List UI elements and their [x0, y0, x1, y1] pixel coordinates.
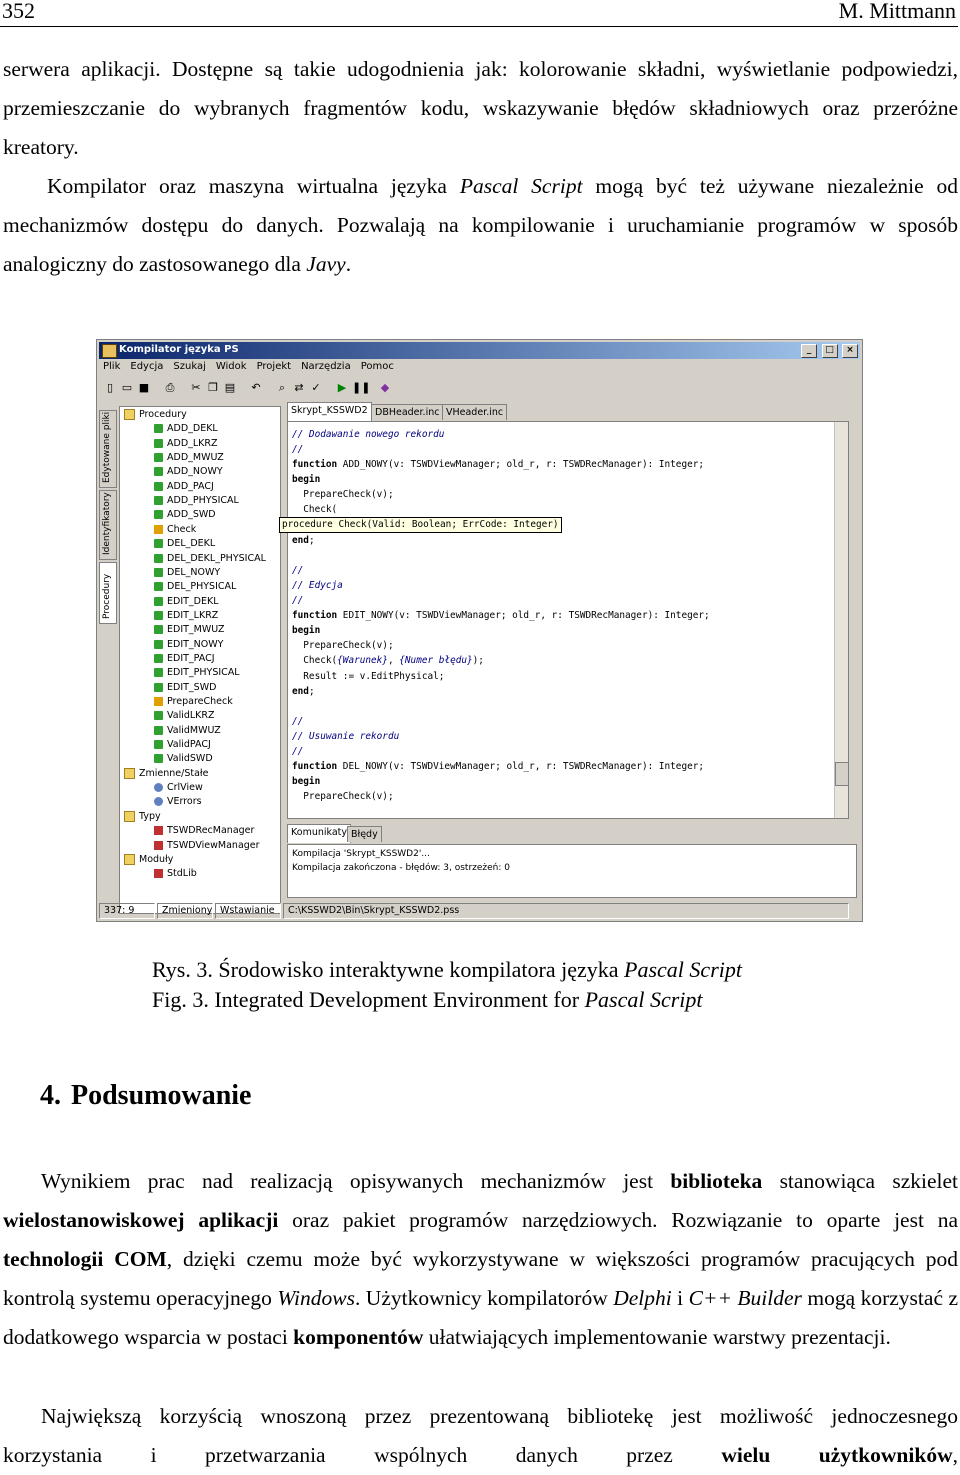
folder-icon [124, 768, 135, 779]
folder-icon [124, 854, 135, 865]
tree-node-label: EDIT_LKRZ [167, 609, 219, 621]
func-icon [154, 597, 163, 606]
tree-node-label: ADD_SWD [167, 509, 216, 521]
func-icon [154, 496, 163, 505]
tree-node-label: EDIT_DEKL [167, 595, 219, 607]
code-line: Check({Warunek}, {Numer błędu}); [292, 655, 484, 667]
func-icon [154, 539, 163, 548]
tree-node[interactable] [154, 696, 233, 710]
menu-item[interactable]: Narzędzia [301, 361, 351, 372]
menu-item[interactable]: Szukaj [173, 361, 206, 372]
code-line: // Edycja [292, 579, 343, 591]
code-line: PrepareCheck(v); [292, 640, 394, 652]
code-text [292, 427, 710, 804]
code-line: Result := v.EditPhysical; [292, 670, 445, 682]
func-icon [154, 482, 163, 491]
ide-title: Kompilator języka PS [119, 344, 239, 355]
code-line: // [292, 564, 304, 576]
run-icon[interactable]: ▶ [337, 381, 347, 394]
tree-node[interactable] [154, 466, 223, 480]
tree-node[interactable] [154, 710, 215, 724]
messages-panel [287, 844, 857, 898]
code-line: // [292, 715, 304, 727]
code-line: PrepareCheck(v); [292, 489, 394, 501]
tree-node-label: ValidLKRZ [167, 710, 215, 722]
paragraph-1: serwera aplikacji. Dostępne są takie udogodnienia jak: kolorowanie składni, wyświetlanie podpowiedzi, przemieszczanie do wybranych fragmentów kodu, wskazywanie błędów składniowych oraz przeróżne kreatory. [3, 57, 958, 159]
menu-item[interactable]: Pomoc [360, 361, 394, 372]
func-icon [154, 654, 163, 663]
code-editor[interactable] [287, 421, 849, 819]
tree-node-label: ADD_NOWY [167, 466, 223, 478]
tree-node[interactable] [154, 438, 218, 452]
cut-icon[interactable]: ✂ [191, 381, 201, 394]
tree-node-label: CrlView [167, 782, 203, 794]
tree-node-label: TSWDRecManager [167, 825, 255, 837]
tree-node-label: EDIT_SWD [167, 681, 217, 693]
tree-node[interactable] [154, 682, 216, 696]
editor-scrollbar[interactable] [834, 422, 848, 818]
undo-icon[interactable]: ↶ [251, 381, 261, 394]
paragraph-3: Wynikiem prac nad realizacją opisywanych mechanizmów jest biblioteka stanowiąca szkielet wielostanowiskowej aplikacji oraz pakiet programów narzędziowych. Rozwiązanie to oparte jest na technologii COM, dzięki czemu może być wykorzystywane w większości programów pracujących pod kontrolą systemu operacyjnego Windows. Użytkownicy kompilatorów Delphi i C++ Builder mogą korzystać z dodatkowego wsparcia w postaci komponentów ułatwiających implementowanie warstwy prezentacji. [3, 1169, 958, 1349]
tree-node[interactable] [124, 854, 173, 868]
open-icon[interactable]: ▭ [121, 381, 133, 394]
tree-node[interactable] [154, 725, 221, 739]
status-position: 337: 9 [99, 903, 155, 919]
menu-item[interactable]: Plik [103, 361, 121, 372]
tree-node-label: Check [167, 523, 197, 535]
app-icon [102, 344, 117, 358]
var-icon [154, 783, 163, 792]
tree-node[interactable] [154, 581, 236, 595]
code-line: function EDIT_NOWY(v: TSWDViewManager; old_r, r: TSWDRecManager): Integer; [292, 610, 710, 622]
tree-node-label: EDIT_NOWY [167, 638, 224, 650]
func-icon [154, 467, 163, 476]
func-icon [154, 453, 163, 462]
code-line: PrepareCheck(v); [292, 791, 394, 803]
func-icon [154, 611, 163, 620]
tree-node[interactable] [154, 553, 266, 567]
tree-node[interactable] [154, 739, 211, 753]
code-line [292, 699, 710, 714]
message-line: Kompilacja zakończona - błędów: 3, ostrzeżeń: 0 [292, 863, 510, 873]
tree-node-label: DEL_DEKL_PHYSICAL [167, 552, 266, 564]
tree-node[interactable] [154, 667, 240, 681]
page-header [0, 0, 958, 27]
page-number: 352 [2, 0, 35, 23]
save-icon[interactable]: ■ [138, 381, 150, 394]
tab-vheader[interactable]: VHeader.inc [442, 404, 507, 420]
func-icon [154, 568, 163, 577]
tree-node[interactable] [154, 509, 216, 523]
tree-node-label: EDIT_PACJ [167, 652, 215, 664]
folder-icon [124, 409, 135, 420]
func-icon [154, 510, 163, 519]
tree-node[interactable] [154, 753, 213, 767]
symbol-tree[interactable] [119, 406, 281, 914]
code-line: begin [292, 776, 321, 788]
folder-icon [124, 811, 135, 822]
type-icon [154, 826, 163, 835]
func-icon [154, 754, 163, 763]
func-icon [154, 625, 163, 634]
func-icon [154, 424, 163, 433]
proc-icon [154, 697, 163, 706]
section-number: 4. [40, 1080, 61, 1111]
code-line [292, 548, 710, 563]
tree-node[interactable] [154, 481, 214, 495]
tree-node[interactable] [154, 538, 215, 552]
running-author: M. Mittmann [838, 0, 956, 23]
code-line: // [292, 745, 304, 757]
new-icon[interactable]: ▯ [106, 381, 114, 394]
menu-item[interactable]: Projekt [256, 361, 292, 372]
tree-node-label: Typy [139, 810, 161, 822]
status-filepath: C:\KSSWD2\Bin\Skrypt_KSSWD2.pss [283, 903, 849, 919]
func-icon [154, 726, 163, 735]
tree-node[interactable] [124, 409, 187, 423]
func-icon [154, 711, 163, 720]
tree-node[interactable] [154, 610, 218, 624]
toolbar [101, 380, 858, 400]
menu-item[interactable]: Widok [215, 361, 247, 372]
code-line: // Usuwanie rekordu [292, 730, 400, 742]
section-heading [40, 1080, 261, 1112]
minimize-button[interactable]: _ [801, 344, 817, 358]
tree-node-label: DEL_DEKL [167, 538, 216, 550]
status-bar [99, 903, 860, 919]
tab-komunikaty[interactable]: Komunikaty [287, 824, 351, 843]
tree-node-label: ADD_LKRZ [167, 437, 218, 449]
figure-caption-en: Fig. 3. Integrated Development Environment for Pascal Script [152, 987, 703, 1012]
func-icon [154, 554, 163, 563]
tree-node-label: ADD_PHYSICAL [167, 495, 239, 507]
status-modified: Zmieniony [157, 903, 213, 919]
tree-node-label: StdLib [167, 868, 197, 880]
func-icon [154, 640, 163, 649]
func-icon [154, 582, 163, 591]
tree-node-label: ValidPACJ [167, 739, 211, 751]
tree-node-label: ValidMWUZ [167, 724, 221, 736]
tree-node[interactable] [154, 782, 203, 796]
tab-edytowane-pliki[interactable]: Edytowane pliki [99, 410, 117, 488]
tree-node-label: DEL_PHYSICAL [167, 581, 237, 593]
tree-node[interactable] [154, 796, 202, 810]
code-line: Check( [292, 504, 338, 516]
replace-icon[interactable]: ⇄ [294, 381, 304, 394]
func-icon [154, 439, 163, 448]
tree-node[interactable] [124, 811, 161, 825]
tree-node-label: DEL_NOWY [167, 566, 221, 578]
tree-node-label: VErrors [167, 796, 202, 808]
copy-icon[interactable]: ❐ [208, 381, 218, 394]
maximize-button[interactable]: □ [822, 344, 838, 358]
code-line: end; [292, 534, 315, 546]
ide-title-bar [99, 342, 860, 359]
tree-node-label: TSWDViewManager [167, 839, 260, 851]
tree-node[interactable] [154, 825, 254, 839]
code-line: // Dodawanie nowego rekordu [292, 429, 445, 440]
tree-node[interactable] [154, 423, 218, 437]
tree-node-label: ADD_PACJ [167, 480, 214, 492]
tree-node-label: Procedury [139, 409, 187, 420]
func-icon [154, 683, 163, 692]
tree-node[interactable] [154, 596, 219, 610]
paragraph-4: Największą korzyścią wnoszoną przez prezentowaną bibliotekę jest możliwość jednoczesnego korzystania i przetwarzania wspólnych danych przez wielu użytkowników, [3, 1404, 958, 1467]
menu-item[interactable]: Edycja [130, 361, 164, 372]
func-icon [154, 668, 163, 677]
left-vertical-tabs [99, 410, 116, 910]
tree-node-label: EDIT_MWUZ [167, 624, 225, 636]
tree-node[interactable] [124, 768, 208, 782]
menu-bar [103, 361, 404, 377]
tree-node[interactable] [154, 524, 196, 538]
status-mode: Wstawianie [215, 903, 281, 919]
code-line: function DEL_NOWY(v: TSWDViewManager; old_r, r: TSWDRecManager): Integer; [292, 761, 705, 773]
tree-node[interactable] [154, 452, 224, 466]
book-icon[interactable]: ◆ [380, 381, 390, 394]
tab-dbheader[interactable]: DBHeader.inc [371, 404, 443, 420]
tab-procedury[interactable]: Procedury [99, 562, 117, 624]
tree-node-label: PrepareCheck [167, 696, 233, 707]
tree-node-label: ADD_MWUZ [167, 452, 224, 464]
type-icon [154, 841, 163, 850]
code-line: begin [292, 474, 321, 486]
tree-node-label: ADD_DEKL [167, 423, 218, 435]
tree-node-label: Zmienne/Stałe [139, 767, 209, 779]
ide-screenshot [96, 339, 863, 922]
section-title: Podsumowanie [71, 1080, 252, 1111]
code-line: begin [292, 625, 321, 637]
figure-caption-pl: Rys. 3. Środowisko interaktywne kompilatora języka Pascal Script [152, 957, 742, 982]
tab-bledy[interactable]: Błędy [347, 826, 382, 842]
tree-node[interactable] [154, 868, 197, 882]
scrollbar-thumb[interactable] [835, 762, 849, 786]
code-line: end; [292, 685, 315, 697]
code-line: function ADD_NOWY(v: TSWDViewManager; old_r, r: TSWDRecManager): Integer; [292, 459, 705, 471]
tree-node[interactable] [154, 840, 260, 854]
code-line: // [292, 595, 304, 607]
type-icon [154, 869, 163, 878]
find-icon[interactable]: ⌕ [278, 381, 286, 394]
tree-node[interactable] [154, 624, 225, 638]
code-hint-tooltip: procedure Check(Valid: Boolean; ErrCode: Integer) [279, 517, 562, 533]
compile-icon[interactable]: ✓ [311, 381, 321, 394]
tree-node-label: EDIT_PHYSICAL [167, 667, 240, 679]
message-line: Kompilacja 'Skrypt_KSSWD2'... [292, 849, 430, 859]
tree-node-label: ValidSWD [167, 753, 213, 765]
tab-identyfikatory[interactable]: Identyfikatory [99, 490, 117, 560]
code-line: // [292, 444, 304, 456]
paragraph-2: Kompilator oraz maszyna wirtualna języka Pascal Script mogą być też używane niezależnie od mechanizmów dostępu do danych. Pozwalają na kompilowanie i uruchamianie programów w sposób analogiczny do zastosowanego dla Javy. [3, 174, 959, 276]
tree-node[interactable] [154, 495, 239, 509]
tree-node[interactable] [154, 653, 215, 667]
tree-node[interactable] [154, 639, 223, 653]
tab-skrypt[interactable]: Skrypt_KSSWD2 [287, 402, 372, 421]
print-icon[interactable]: ⎙ [165, 381, 175, 394]
var-icon [154, 797, 163, 806]
paste-icon[interactable]: ▤ [224, 381, 236, 394]
tree-node-label: Moduły [139, 853, 174, 865]
tree-node[interactable] [154, 567, 220, 581]
func-icon [154, 740, 163, 749]
proc-icon [154, 525, 163, 534]
close-button[interactable]: × [842, 344, 858, 358]
pause-icon[interactable]: ❚❚ [352, 381, 371, 394]
